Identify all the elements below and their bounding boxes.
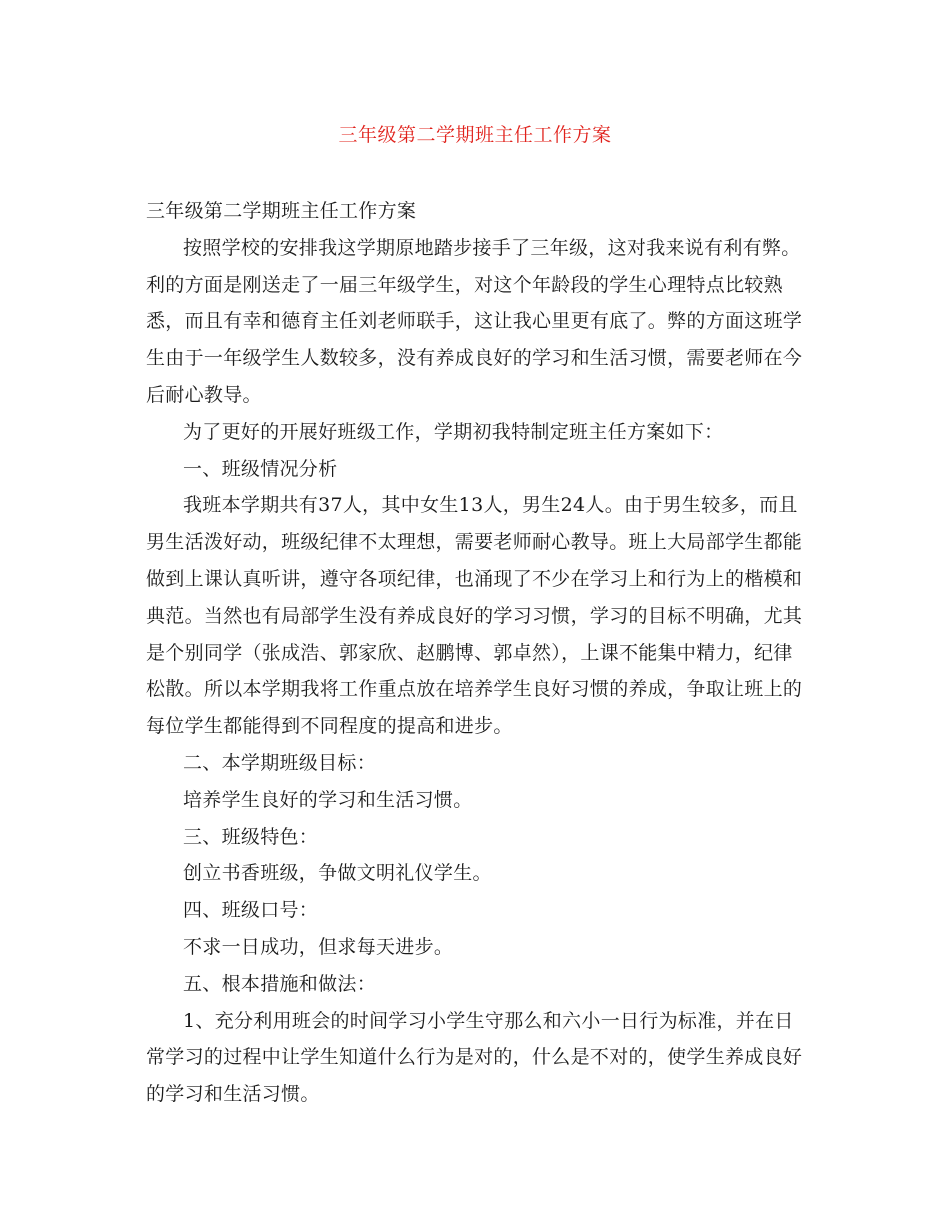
paragraph-plan-lead: 为了更好的开展好班级工作，学期初我特制定班主任方案如下：: [183, 420, 724, 443]
section-heading-measures: 五、根本措施和做法：: [183, 972, 377, 995]
paragraph-class-feature: 创立书香班级，争做文明礼仪学生。: [183, 862, 492, 885]
document-title: 三年级第二学期班主任工作方案: [338, 124, 612, 146]
document-subtitle: 三年级第二学期班主任工作方案: [146, 200, 417, 222]
paragraph-intro: 按照学校的安排我这学期原地踏步接手了三年级，这对我来说有利有弊。利的方面是刚送走了一届三年级学生，对这个年龄段的学生心理特点比较熟悉，而且有幸和德育主任刘老师联手，这让我心里更有底了。弊的方面这班学生由于一年级学生人数较多，没有养成良好的学习和生活习惯，需要老师在今后耐心教导。: [146, 236, 803, 406]
paragraph-class-analysis: 我班本学期共有37人，其中女生13人，男生24人。由于男生较多，而且男生活泼好动，班级纪律不太理想，需要老师耐心教导。班上大局部学生都能做到上课认真听讲，遵守各项纪律，也涌现了不少在学习上和行为上的楷模和典范。当然也有局部学生没有养成良好的学习习惯，学习的目标不明确，尤其是个别同学（张成浩、郭家欣、赵鹏博、郭卓然），上课不能集中精力，纪律松散。所以本学期我将工作重点放在培养学生良好习惯的养成，争取让班上的每位学生都能得到不同程度的提高和进步。: [146, 494, 803, 738]
paragraph-class-goal: 培养学生良好的学习和生活习惯。: [183, 788, 473, 811]
section-heading-class-slogan: 四、班级口号：: [183, 899, 319, 922]
document-body: [146, 193, 806, 1113]
section-heading-class-goal: 二、本学期班级目标：: [183, 751, 377, 774]
paragraph-class-slogan: 不求一日成功，但求每天进步。: [183, 935, 454, 958]
section-heading-class-feature: 三、班级特色：: [183, 825, 319, 848]
paragraph-measure-1: 1、充分利用班会的时间学习小学生守那么和六小一日行为标准，并在日常学习的过程中让学生知道什么行为是对的，什么是不对的，使学生养成良好的学习和生活习惯。: [146, 1009, 803, 1106]
section-heading-class-analysis: 一、班级情况分析: [183, 457, 338, 480]
